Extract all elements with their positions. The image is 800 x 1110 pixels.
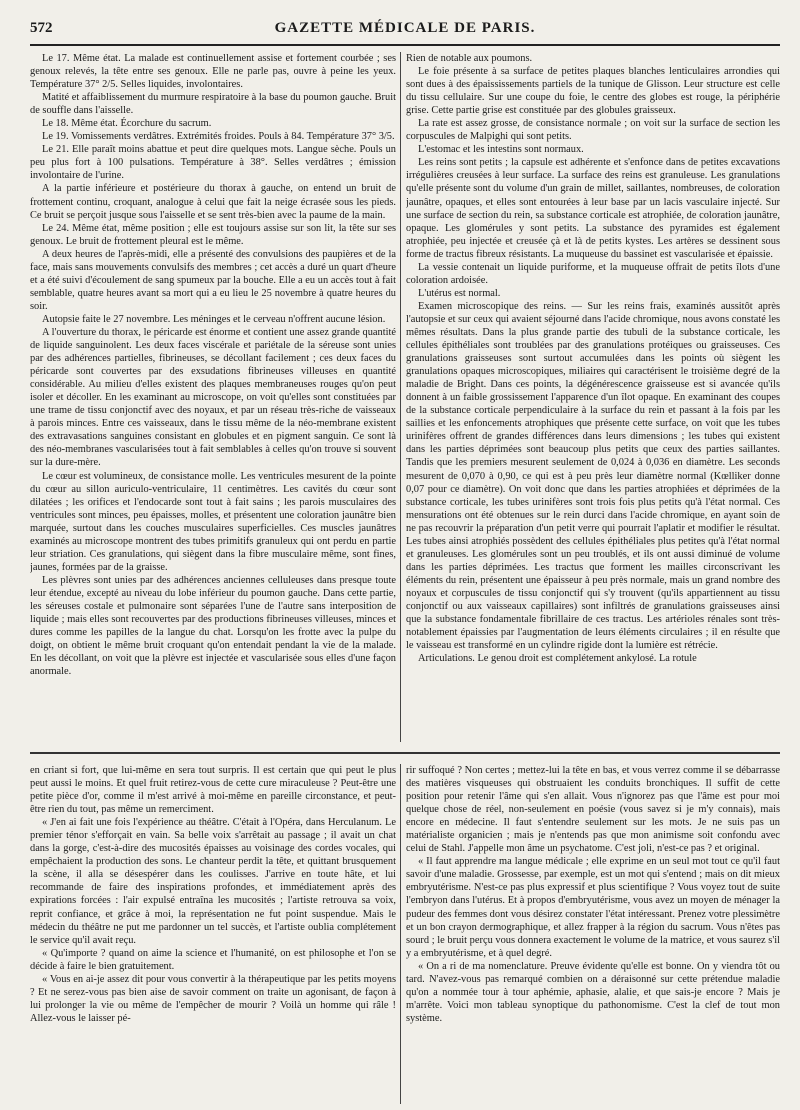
section-divider <box>30 752 780 754</box>
paragraph: « Qu'importe ? quand on aime la science et l'humanité, on est philosophe et l'on se décide à faire le bien gratuitement. <box>30 947 396 972</box>
paragraph: Autopsie faite le 27 novembre. Les méninges et le cerveau n'offrent aucune lésion. <box>42 313 386 325</box>
paragraph: en criant si fort, que lui-même en sera tout surpris. Il est certain que qui peut le plus peut aussi le moins. Et quel fruit retirez-vous de cette cure miraculeuse ? Peut-être une petite pièce d'or, comme il m'est arrivé à moi-même en pareille circonstance, et peut-être rien du tout, pas même un remerciment. <box>30 765 396 816</box>
column-divider-lower <box>400 764 401 1104</box>
lower-right-column <box>406 764 780 1104</box>
paragraph: L'estomac et les intestins sont normaux. <box>418 144 584 156</box>
paragraph: « J'en ai fait une fois l'expérience au théâtre. C'était à l'Opéra, dans Herculanum. Le premier ténor s'efforçait en vain. Sa belle voix s'arrêtait au passage ; il avait un chat dans la gorge, c'est-à-dire des mucosités épaisses au voisinage des cordes vocales, qui empêchaient la production des sons. Le chanteur perdit la tête, et quittant brusquement la scène, il alla se désespérer dans les coulisses. J'arrive en toute hâte, et lui recommande de faire des inspirations profondes, et immédiatement après des expirations forcées : l'air expulsé entraîna les mucosités ; l'artiste retrouva sa voix, reprit confiance, et grâce à moi, la représentation ne fut point suspendue. Mais le médecin du théâtre ne put me pardonner un tel succès, et l'artiste oublia complétement le service qu'il avait reçu. <box>30 817 396 946</box>
lower-left-column <box>30 764 396 1104</box>
paragraph: « Il faut apprendre ma langue médicale ; elle exprime en un seul mot tout ce qu'il faut savoir d'une maladie. Grossesse, par exemple, est un mot qui s'entend ; mais on dit mieux embryutérisme. N'est-ce pas plus expressif et plus scientifique ? Vous voyez tout de suite l'embryon dans l'utérus. Et à propos d'embryutérisme, vous avez un moyen de ménager la pudeur des femmes dont vous désirez constater l'état intéressant. Prenez votre plessimètre et un bon crayon dermographique, et allez frapper à la région du sacrum. Vous n'êtes pas sourd ; le bruit perçu vous donnera exactement le volume de la matrice, et vous saurez s'il y a embryutérisme, et à quel degré. <box>406 856 780 959</box>
paragraph: Le 21. Elle paraît moins abattue et peut dire quelques mots. Langue sèche. Pouls un peu plus fort à 100 pulsations. Température à 38°. Selles verdâtres ; émission involontaire de l'urine. <box>30 144 396 182</box>
paragraph: Examen microscopique des reins. — Sur les reins frais, examinés aussitôt après l'autopsie et sur ceux qui avaient séjourné dans l'acide chromique, nous avons constaté les mêmes résultats. Dans la plus grande partie des tubuli de la substance corticale, les cellules épithéliales sont troublées par des granulations protéiques ou graisseuses. Ces granulations graisseuses sont surtout accumulées dans les points où siègent les granulations opaques microscopiques, miliaires qui caractérisent le troisième degré de la maladie de Bright. Dans ces points, la dégénérescence graisseuse est si avancée qu'ils donnent à un faible grossissement l'apparence d'un îlot opaque. En examinant des coupes de la substance corticale perpendiculaire à la surface du rein et passant à la fois par les saillies et les enfoncements atrophiques que présente cette surface, on voit que les tubes urinifères offrent de grandes différences dans leurs dimensions ; les tubes qui existent dans les parties déprimées sont beaucoup plus petits que ceux des parties saillantes. Tandis que les premiers mesurent seulement de 0,024 à 0,036 en diamètre. Les seconds mesurent de 0,070 à 0,90, ce qui est à peu près leur diamètre normal (Kœlliker donne 0,07 pour ce diamètre). On voit donc que dans les parties atrophiées et déprimées de la substance corticale, les tubes urinifères sont trois fois plus petits qu'à l'état normal. Ces mensurations ont été obtenues sur le rein durci dans l'acide chromique, en ayant soin de ne pas recouvrir la préparation d'un petit verre qui pourrait l'aplatir et modifier le résultat. Les tubes ainsi atrophiés possèdent des cellules épithéliales plus petites qu'à l'état normal et granuleuses. Les glomérules sont un peu troublés, et ils ont aussi diminué de volume dans les parties déprimées. Les tractus que forment les mailles circonscrivant les éléments du rein, présentent une épaisseur à peu près normale, mais un grand nombre des noyaux et corpuscules de tissu conjonctif qui s'y trouvent (qu'ils appartiennent au tissu conjonctif ou aux vaisseaux capillaires) sont infiltrés de granulations graisseuses ainsi que la substance fondamentale fibrillaire de ces tractus. Les artérioles rénales sont très-notablement épaissies par l'augmentation de leurs éléments circulaires ; il en résulte que le vaisseau est transformé en un cylindre rigide dont la lumière est rétrécie. <box>406 300 780 652</box>
paragraph: Les reins sont petits ; la capsule est adhérente et s'enfonce dans de petites excavations irrégulières creusées à leur surface. La surface des reins est granuleuse. Les granulations qu'elle présente sont du volume d'un grain de millet, saillantes, nombreuses, de coloration jaunâtre, opaques, et elles sont entourées à leur base par un lacis vasculaire injecté. Sur une surface de section du rein, sa substance corticale est atrophiée, de coloration jaunâtre, opaque. Les glomérules y sont petits. La substance des pyramides est également atrophiée, peu injectée et creusée çà et là de petits kystes. Les artères se dessinent sous forme de tractus fibreux résistants. La muqueuse du bassinet est vascularisée et épaissie. <box>406 157 780 260</box>
upper-right-column <box>406 52 780 740</box>
paragraph: Matité et affaiblissement du murmure respiratoire à la base du poumon gauche. Bruit de souffle dans l'aisselle. <box>30 92 396 117</box>
paragraph: Articulations. Le genou droit est complétement ankylosé. La rotule <box>418 653 697 665</box>
paragraph: « Vous en ai-je assez dit pour vous convertir à la thérapeutique par les petits moyens ? Et ne serez-vous pas bien aise de savoir comment on traite un agonisant, de façon à lui prolonger la vie ou même de l'empêcher de mourir ? Voilà un homme qui râle ! Allez-vous le laisser pé- <box>30 973 396 1024</box>
paragraph: Les plèvres sont unies par des adhérences anciennes celluleuses dans presque toute leur étendue, excepté au niveau du lobe inférieur du poumon gauche. Dans cette partie, les séreuses costale et pulmonaire sont séparées l'une de l'autre sans interposition de liquide ; mais elles sont recouvertes par des productions fibrineuses villeuses, minces et dures comme les papilles de la langue du chat. Lorsqu'on les frotte avec la pulpe du doigt, on obtient le même bruit croquant qu'on entendait pendant la vie de la malade. En les décollant, on voit que la plèvre est injectée et vascularisée sous elles d'une façon anormale. <box>30 574 396 678</box>
paragraph: A deux heures de l'après-midi, elle a présenté des convulsions des paupières et de la face, mais sans mouvements convulsifs des membres ; cet accès a duré un quart d'heure et a été suivi d'écoulement de sang spumeux par la bouche. Elle a eu un accès tout à fait semblable, quatre heures avant sa mort qui a eu lieu le 25 novembre à quatre heures du soir. <box>30 248 396 312</box>
paragraph: L'utérus est normal. <box>418 287 501 299</box>
paragraph: A la partie inférieure et postérieure du thorax à gauche, on entend un bruit de frottement continu, croquant, analogue à celui que fait la neige écrasée sous les pieds. Ce bruit se perçoit jusque sous l'aisselle et se sent très-bien avec la paume de la main. <box>30 183 396 221</box>
paragraph: Rien de notable aux poumons. <box>406 53 533 64</box>
page-number: 572 <box>30 20 53 36</box>
paragraph: A l'ouverture du thorax, le péricarde est énorme et contient une assez grande quantité de liquide sanguinolent. Les deux faces viscérale et pariétale de la séreuse sont unies par des adhérences partielles, fibrineuses, se décollant facilement ; ces deux faces du péricarde sont couvertes par des exsudations fibrineuses villeuses en quantité considérable. Au milieu d'elles existent des plaques membraneuses rouges qu'on peut isoler et décoller. En les examinant au microscope, on voit qu'elles sont constituées par une trame de tissu conjonctif avec des noyaux, et par un réseau très-riche de vaisseaux à parois minces. Entre ces vaisseaux, dans le tissu même de la néo-membrane existent des extravasations sanguines consistant en globules et en pigment sanguin. Ce sont là des néo-membranes vascularisées tout à fait semblables à celles qu'on trouve si souvent sur la dure-mère. <box>30 326 396 469</box>
paragraph: Le foie présente à sa surface de petites plaques blanches lenticulaires arrondies qui sont dues à des épaississements partiels de la tunique de Glisson. Leur structure est celle du tissu cellulaire. Sur une coupe du foie, le centre des globes est rouge, la périphérie grise. Cette partie grise est constituée par des globules graisseux. <box>406 66 780 117</box>
paragraph: rir suffoqué ? Non certes ; mettez-lui la tête en bas, et vous verrez comme il se débarrasse des matières visqueuses qui obstruaient les conduits bronchiques. Il suffit de cette position pour retenir l'âme qui s'en allait. Vous n'ignorez pas que l'âme est pour moi quelque chose de réel, non-seulement en poésie (vous savez si je m'y connais), mais encore en médecine. Il faut s'entendre seulement sur les mots. Je ne suis pas un matérialiste organicien ; mais je n'entends pas que mon animisme soit confondu avec celui de Stahl. J'appelle mon âme un psychatome. C'est joli, n'est-ce pas ? et original. <box>406 765 780 855</box>
paragraph: Le 24. Même état, même position ; elle est toujours assise sur son lit, la tête sur ses genoux. Le bruit de frottement pleural est le même. <box>30 222 396 247</box>
page-header <box>30 18 780 46</box>
column-divider-upper <box>400 52 401 742</box>
paragraph: Le 17. Même état. La malade est continuellement assise et fortement courbée ; ses genoux relevés, la tête entre ses genoux. Elle ne parle pas, ouvre à peine les yeux. Température 37° 2/5. Selles liquides, involontaires. <box>30 53 396 91</box>
upper-left-column <box>30 52 396 740</box>
paragraph: Le 18. Même état. Écorchure du sacrum. <box>42 118 212 130</box>
journal-title: GAZETTE MÉDICALE DE PARIS. <box>274 20 536 36</box>
paragraph: « On a ri de ma nomenclature. Preuve évidente qu'elle est bonne. On y viendra tôt ou tard. N'avez-vous pas remarqué combien on a déraisonné sur cette prétendue maladie qu'on a nommée tour à tour aphémie, aphasie, alalie, et que sais-je encore ? Mais je m'arrête. Voici mon tableau synoptique du pathonomisme. C'est la clef de tout mon système. <box>406 960 780 1024</box>
paragraph: La vessie contenait un liquide puriforme, et la muqueuse offrait de petits îlots d'une coloration ardoisée. <box>406 261 780 286</box>
paragraph: Le 19. Vomissements verdâtres. Extrémités froides. Pouls à 84. Température 37° 3/5. <box>42 131 395 143</box>
paragraph: Le cœur est volumineux, de consistance molle. Les ventricules mesurent de la pointe du cœur au sillon auriculo-ventriculaire, 11 centimètres. Les cavités du cœur sont dilatées ; les orifices et l'endocarde sont tout à fait sains ; les parois musculaires des ventricules sont minces, peu épaisses, molles, et présentent une coloration jaunâtre bien marquée, surtout dans les couches musculaires superficielles. Ces muscles jaunâtres examinés au microscope montrent des tubes primitifs granuleux qui ont perdu en partie leur striation. Ces granulations, qui siègent dans la fibre musculaire même, sont fines, jaunes, formées par de la graisse. <box>30 470 396 573</box>
paragraph: La rate est assez grosse, de consistance normale ; on voit sur la surface de section les corpuscules de Malpighi qui sont petits. <box>406 118 780 143</box>
